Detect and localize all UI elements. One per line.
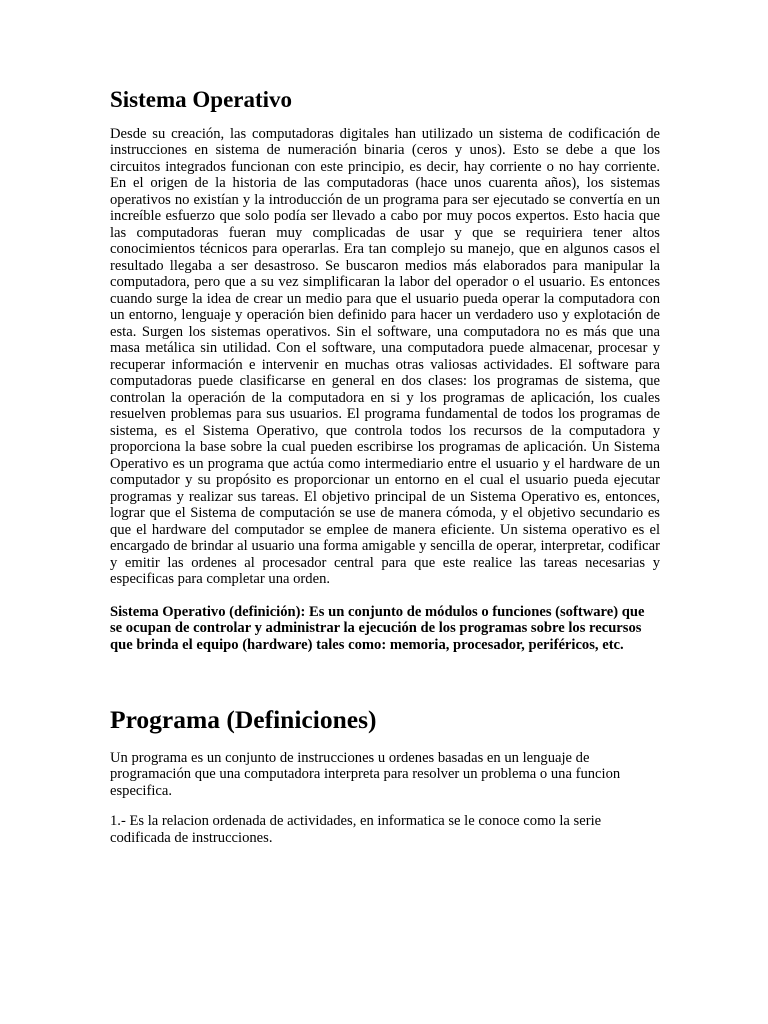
- paragraph-programa-intro: Un programa es un conjunto de instrucciones u ordenes basadas en un lenguaje de programación que una computadora interpreta para resolver un problema o una funcion especifica.: [110, 749, 621, 799]
- section-title-sistema-operativo: Sistema Operativo: [110, 87, 293, 112]
- spacer: [110, 588, 660, 604]
- spacer: [110, 653, 660, 705]
- paragraph-sistema-operativo-body: Desde su creación, las computadoras digitales han utilizado un sistema de codificación de instrucciones en sistema de numeración binaria (ceros y unos). Esto se debe a que los circuitos integrados funcionan con este principio, es decir, hay corriente o no hay corriente. En el origen de la historia de las computadoras (hace unos cuarenta años), los sistemas operativos no existían y la introducción de un programa para ser ejecutado se convertía en un increíble esfuerzo que solo podía ser llevado a cabo por muy pocos expertos. Esto hacia que las computadoras fueran muy complicadas de usar y que se requiriera tener altos conocimientos técnicos para operarlas. Era tan complejo su manejo, que en algunos casos el resultado llegaba a ser desastroso. Se buscaron medios más elaborados para manipular la computadora, pero que a su vez simplificaran la labor del operador o el usuario. Es entonces cuando surge la idea de crear un medio para que el usuario pueda operar la computadora con un entorno, lenguaje y operación bien definido para hacer un verdadero uso y explotación de esta. Surgen los sistemas operativos. Sin el software, una computadora no es más que una masa metálica sin utilidad. Con el software, una computadora puede almacenar, procesar y recuperar información e intervenir en muchas otras valiosas actividades. El software para computadoras puede clasificarse en general en dos clases: los programas de sistema, que controlan la operación de la computadora en si y los programas de aplicación, los cuales resuelven problemas para sus usuarios. El programa fundamental de todos los programas de sistema, es el Sistema Operativo, que controla todos los recursos de la computadora y proporciona la base sobre la cual pueden escribirse los programas de aplicación. Un Sistema Operativo es un programa que actúa como intermediario entre el usuario y el hardware de un computador y su propósito es proporcionar un entorno en el cual el usuario pueda ejecutar programas y realizar sus tareas. El objetivo principal de un Sistema Operativo es, entonces, lograr que el Sistema de computación se use de manera cómoda, y el objetivo secundario es que el hardware del computador se emplee de manera eficiente. Un sistema operativo es el encargado de brindar al usuario una forma amigable y sencilla de operar, interpretar, codificar y emitir las ordenes al procesador central para que este realice las tareas necesarias y especificas para completar una orden.: [110, 125, 660, 588]
- paragraph-programa-item-1: 1.- Es la relacion ordenada de actividades, en informatica se le conoce como la serie codificada de instrucciones.: [110, 813, 602, 846]
- document-page: [110, 86, 660, 846]
- section-title-programa: Programa (Definiciones): [110, 705, 377, 735]
- spacer: [110, 799, 660, 813]
- paragraph-definition: Sistema Operativo (definición): Es un conjunto de módulos o funciones (software) que se ocupan de controlar y administrar la ejecución de los programas sobre los recursos que brinda el equipo (hardware) tales como: memoria, procesador, periféricos, etc.: [110, 603, 645, 653]
